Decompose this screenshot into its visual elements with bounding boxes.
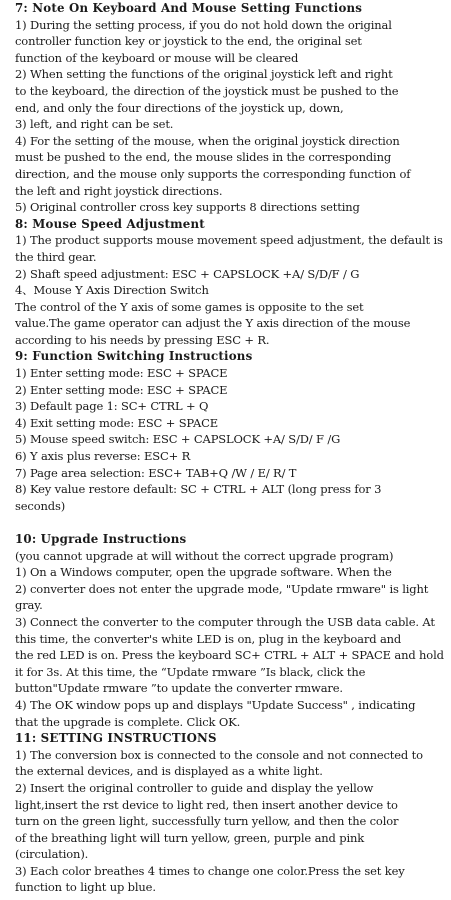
blank-line	[15, 514, 447, 531]
text-line: 4、Mouse Y Axis Direction Switch	[15, 283, 209, 298]
text-line: that the upgrade is complete. Click OK.	[15, 714, 241, 729]
text-line: 3) Default page 1: SC+ CTRL + Q	[15, 399, 209, 414]
text-line: button"Update rmware ”to update the converter rmware.	[15, 681, 343, 696]
text-line: 1) Enter setting mode: ESC + SPACE	[15, 366, 228, 381]
section-8	[15, 216, 447, 349]
section-heading: 8: Mouse Speed Adjustment	[15, 216, 205, 231]
text-line: 4) For the setting of the mouse, when the original joystick direction	[15, 133, 400, 148]
section-heading: 10: Upgrade Instructions	[15, 532, 187, 546]
text-line: to the keyboard, the direction of the joystick must be pushed to the	[15, 83, 399, 98]
text-line: the third gear.	[15, 249, 97, 264]
text-line: controller function key or joystick to the end, the original set	[15, 34, 362, 49]
text-line: 3) Each color breathes 4 times to change one color.Press the set key	[15, 863, 405, 878]
section-9	[15, 348, 447, 531]
text-line: function of the keyboard or mouse will be cleared	[15, 50, 299, 65]
text-line: 1) The conversion box is connected to the console and not connected to	[15, 747, 423, 762]
text-line: (circulation).	[15, 847, 89, 862]
text-line: 2) converter does not enter the upgrade mode, "Update rmware" is light	[15, 581, 429, 596]
text-line: 5) Original controller cross key supports 8 directions setting	[15, 200, 360, 215]
document-body	[15, 0, 447, 896]
section-7	[15, 0, 447, 216]
text-line: gray.	[15, 598, 43, 613]
text-line: light,insert the rst device to light red, then insert another device to	[15, 797, 398, 812]
text-line: turn on the green light, successfully turn yellow, and then the color	[15, 814, 399, 829]
text-line: it for 3s. At this time, the “Update rmware ”Is black, click the	[15, 664, 366, 679]
text-line: of the breathing light will turn yellow, green, purple and pink	[15, 830, 365, 845]
text-line: direction, and the mouse only supports the corresponding function of	[15, 166, 411, 181]
text-line: the left and right joystick directions.	[15, 183, 223, 198]
text-line: 6) Y axis plus reverse: ESC+ R	[15, 449, 191, 464]
instruction-document	[15, 0, 447, 896]
text-line: 2) Shaft speed adjustment: ESC + CAPSLOCK +A/ S/D/F / G	[15, 266, 360, 281]
section-10	[15, 531, 447, 730]
text-line: 7) Page area selection: ESC+ TAB+Q /W / E/ R/ T	[15, 465, 297, 480]
text-line: the red LED is on. Press the keyboard SC+ CTRL + ALT + SPACE and hold	[15, 648, 444, 663]
text-line: 8) Key value restore default: SC + CTRL + ALT (long press for 3	[15, 482, 382, 497]
text-line: 1) On a Windows computer, open the upgrade software. When the	[15, 565, 392, 580]
text-line: the external devices, and is displayed as a white light.	[15, 764, 323, 779]
text-line: 4) The OK window pops up and displays "Update Success" , indicating	[15, 697, 416, 712]
text-line: 2) Insert the original controller to guide and display the yellow	[15, 780, 374, 795]
text-line: function to light up blue.	[15, 880, 156, 895]
section-heading: 7: Note On Keyboard And Mouse Setting Functions	[15, 1, 363, 15]
text-line: seconds)	[15, 498, 66, 513]
text-line: this time, the converter's white LED is on, plug in the keyboard and	[15, 631, 402, 646]
text-line: 3) Connect the converter to the computer through the USB data cable. At	[15, 614, 435, 629]
text-line: 5) Mouse speed switch: ESC + CAPSLOCK +A/ S/D/ F /G	[15, 432, 341, 447]
text-line: The control of the Y axis of some games is opposite to the set	[15, 299, 364, 314]
text-line: 1) The product supports mouse movement speed adjustment, the default is	[15, 233, 443, 248]
text-line: 3) left, and right can be set.	[15, 117, 174, 132]
text-line: value.The game operator can adjust the Y axis direction of the mouse	[15, 316, 411, 331]
text-line: according to his needs by pressing ESC + R.	[15, 332, 270, 347]
text-line: must be pushed to the end, the mouse slides in the corresponding	[15, 150, 392, 165]
text-line: 2) Enter setting mode: ESC + SPACE	[15, 382, 228, 397]
section-11	[15, 730, 447, 896]
text-line: 1) During the setting process, if you do not hold down the original	[15, 17, 392, 32]
text-line: 4) Exit setting mode: ESC + SPACE	[15, 415, 218, 430]
text-line: 2) When setting the functions of the original joystick left and right	[15, 67, 393, 82]
section-heading: 11: SETTING INSTRUCTIONS	[15, 731, 217, 746]
section-heading: 9: Function Switching Instructions	[15, 349, 253, 364]
text-line: end, and only the four directions of the joystick up, down,	[15, 100, 344, 115]
text-line: (you cannot upgrade at will without the correct upgrade program)	[15, 548, 394, 563]
